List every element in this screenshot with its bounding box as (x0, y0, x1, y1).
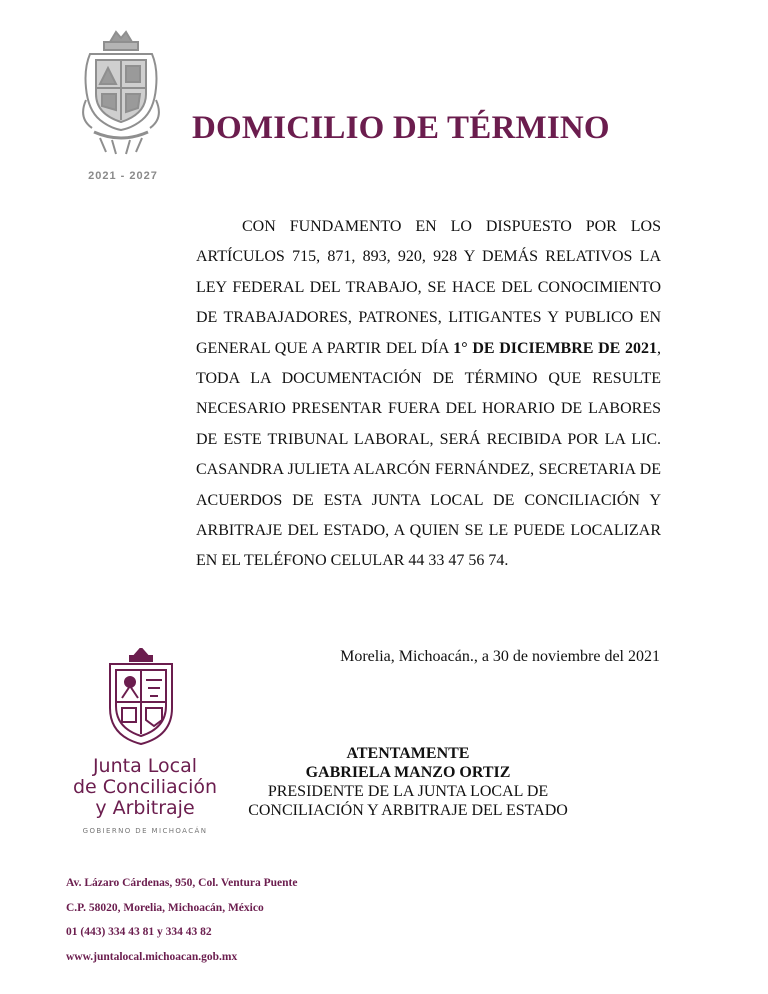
signer-name: GABRIELA MANZO ORTIZ (305, 764, 511, 781)
notice-text-part1: CON FUNDAMENTO EN LO DISPUESTO POR LOS ARTÍCULOS 715, 871, 893, 920, 928 Y DEMÁS RELATIVOS LA LEY FEDERAL DEL TRABAJO, SE HACE DEL CONOCIMIENTO DE TRABAJADORES, PATRONES, LITIGANTES Y PUBLICO EN GENERAL QUE A PARTIR DEL DÍA (196, 218, 661, 357)
administration-years: 2021 - 2027 (88, 170, 158, 182)
logo-line-1: Junta Local (92, 755, 198, 777)
junta-local-wordmark (60, 756, 230, 819)
notice-text-part2: , TODA LA DOCUMENTACIÓN DE TÉRMINO QUE RESULTE NECESARIO PRESENTAR FUERA DEL HORARIO DE LABORES DE ESTE TRIBUNAL LABORAL, SERÁ RECIBIDA POR LA LIC. CASANDRA JULIETA ALARCÓN FERNÁNDEZ, SECRETARIA DE ACUERDOS DE ESTA JUNTA LOCAL DE CONCILIACIÓN Y ARBITRAJE DEL ESTADO, A QUIEN SE LE PUEDE LOCALIZAR EN EL TELÉFONO CELULAR 44 33 47 56 74. (196, 339, 661, 570)
footer-phone: 01 (443) 334 43 81 y 334 43 82 (66, 926, 212, 938)
logo-subtitle: GOBIERNO DE MICHOACÁN (82, 827, 208, 835)
footer-address: Av. Lázaro Cárdenas, 950, Col. Ventura Puente (66, 877, 298, 889)
signer-role-line-2: CONCILIACIÓN Y ARBITRAJE DEL ESTADO (248, 802, 568, 819)
signature-block (226, 744, 590, 820)
footer-city: C.P. 58020, Morelia, Michoacán, México (66, 901, 264, 914)
footer-contact (66, 877, 298, 975)
closing-text: ATENTAMENTE (346, 745, 470, 762)
effective-date: 1° DE DICIEMBRE DE 2021 (453, 339, 657, 357)
logo-line-3: y Arbitraje (95, 797, 195, 819)
page-title: DOMICILIO DE TÉRMINO (192, 110, 610, 146)
place-and-date: Morelia, Michoacán., a 30 de noviembre del 2021 (340, 648, 660, 665)
state-coat-of-arms-icon (80, 28, 162, 156)
footer-website-link[interactable]: www.juntalocal.michoacan.gob.mx (66, 950, 238, 963)
junta-local-shield-icon (104, 648, 178, 748)
notice-body (196, 212, 661, 577)
signer-role-line-1: PRESIDENTE DE LA JUNTA LOCAL DE (267, 783, 549, 800)
logo-line-2: de Conciliación (72, 776, 218, 798)
